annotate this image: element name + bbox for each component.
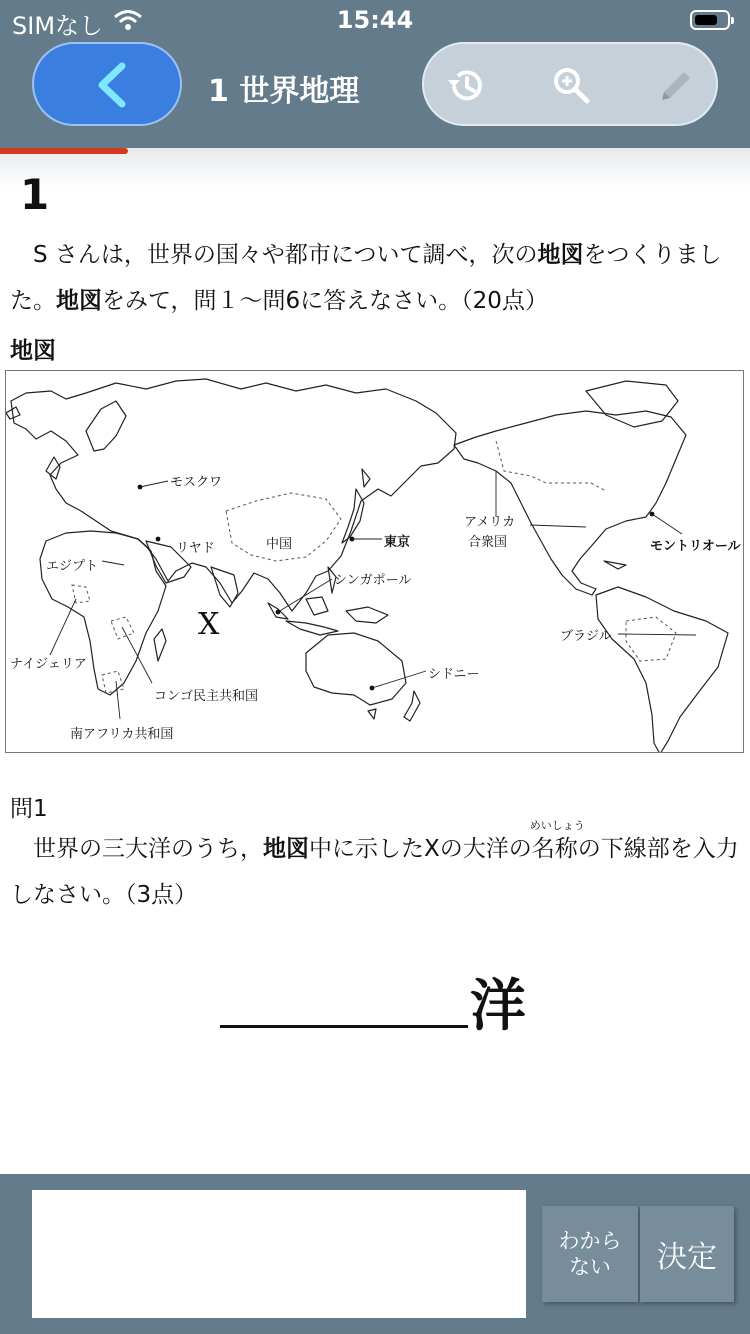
intro-bold-1: 地図	[537, 242, 584, 268]
toolbar	[422, 42, 718, 126]
world-map-outline	[6, 371, 744, 753]
map-label-tokyo: 東京	[384, 535, 411, 550]
answer-blank-line	[220, 1025, 468, 1028]
dont-know-label	[559, 1228, 622, 1280]
ruby-base: 名称	[531, 836, 578, 862]
back-button[interactable]	[32, 42, 182, 126]
map-label-usa-1: アメリカ	[464, 515, 516, 530]
top-bar	[0, 0, 750, 148]
carrier-label: SIMなし	[12, 12, 104, 40]
ruby-reading: めいしょう	[529, 819, 585, 832]
ruby-term	[529, 819, 585, 872]
intro-text-3: をみて，問１～問6に答えなさい。（20点）	[102, 288, 548, 314]
answer-input[interactable]	[32, 1190, 526, 1318]
submit-button[interactable]: 決定	[640, 1206, 734, 1302]
ocean-label-x: X	[198, 607, 220, 642]
intro-text-1: S さんは，世界の国々や都市について調べ，次の	[10, 242, 538, 268]
status-bar	[0, 0, 750, 40]
map-label-brazil: ブラジル	[560, 629, 612, 644]
sub-question-label: 問1	[10, 796, 48, 822]
map-label-china: 中国	[266, 537, 293, 552]
world-map	[5, 370, 744, 753]
sub-bold: 地図	[263, 836, 309, 862]
sub-text-1: 世界の三大洋のうち，	[10, 836, 263, 862]
history-icon[interactable]	[444, 64, 488, 108]
dont-know-line-2: ない	[569, 1255, 611, 1279]
map-label-egypt: エジプト	[46, 559, 99, 574]
sub-text-3: の下線部を入力しなさい。（3点）	[10, 836, 739, 908]
progress-bar	[0, 148, 128, 154]
intro-text-2: をつくりました。	[10, 242, 722, 314]
chevron-left-icon	[96, 62, 126, 108]
battery-icon	[690, 10, 730, 30]
intro-bold-2: 地図	[56, 288, 102, 314]
sub-question-text	[10, 819, 740, 918]
map-label-moscow: モスクワ	[170, 475, 223, 490]
map-heading: 地図	[10, 338, 56, 364]
sub-text-2: 中に示したXの大洋の	[309, 836, 532, 862]
map-label-nigeria: ナイジェリア	[10, 657, 87, 672]
map-label-usa-2: 合衆国	[468, 535, 508, 550]
map-label-riyadh: リヤド	[176, 541, 215, 556]
map-label-drc: コンゴ民主共和国	[154, 689, 259, 704]
question-intro	[10, 232, 740, 324]
zoom-in-icon[interactable]	[550, 64, 594, 108]
answer-suffix: 洋	[470, 974, 526, 1039]
pencil-icon[interactable]	[654, 64, 698, 108]
clock: 15:44	[336, 6, 414, 34]
dont-know-button[interactable]	[542, 1206, 638, 1302]
map-label-sydney: シドニー	[428, 667, 480, 682]
question-number: 1	[20, 170, 50, 219]
map-label-montreal: モントリオール	[650, 539, 741, 554]
map-label-singapore: シンガポール	[334, 573, 412, 588]
page-title: 1 世界地理	[208, 74, 360, 109]
dont-know-line-1: わから	[558, 1229, 622, 1253]
map-label-south-africa: 南アフリカ共和国	[70, 727, 174, 742]
header-shadow	[0, 148, 750, 188]
